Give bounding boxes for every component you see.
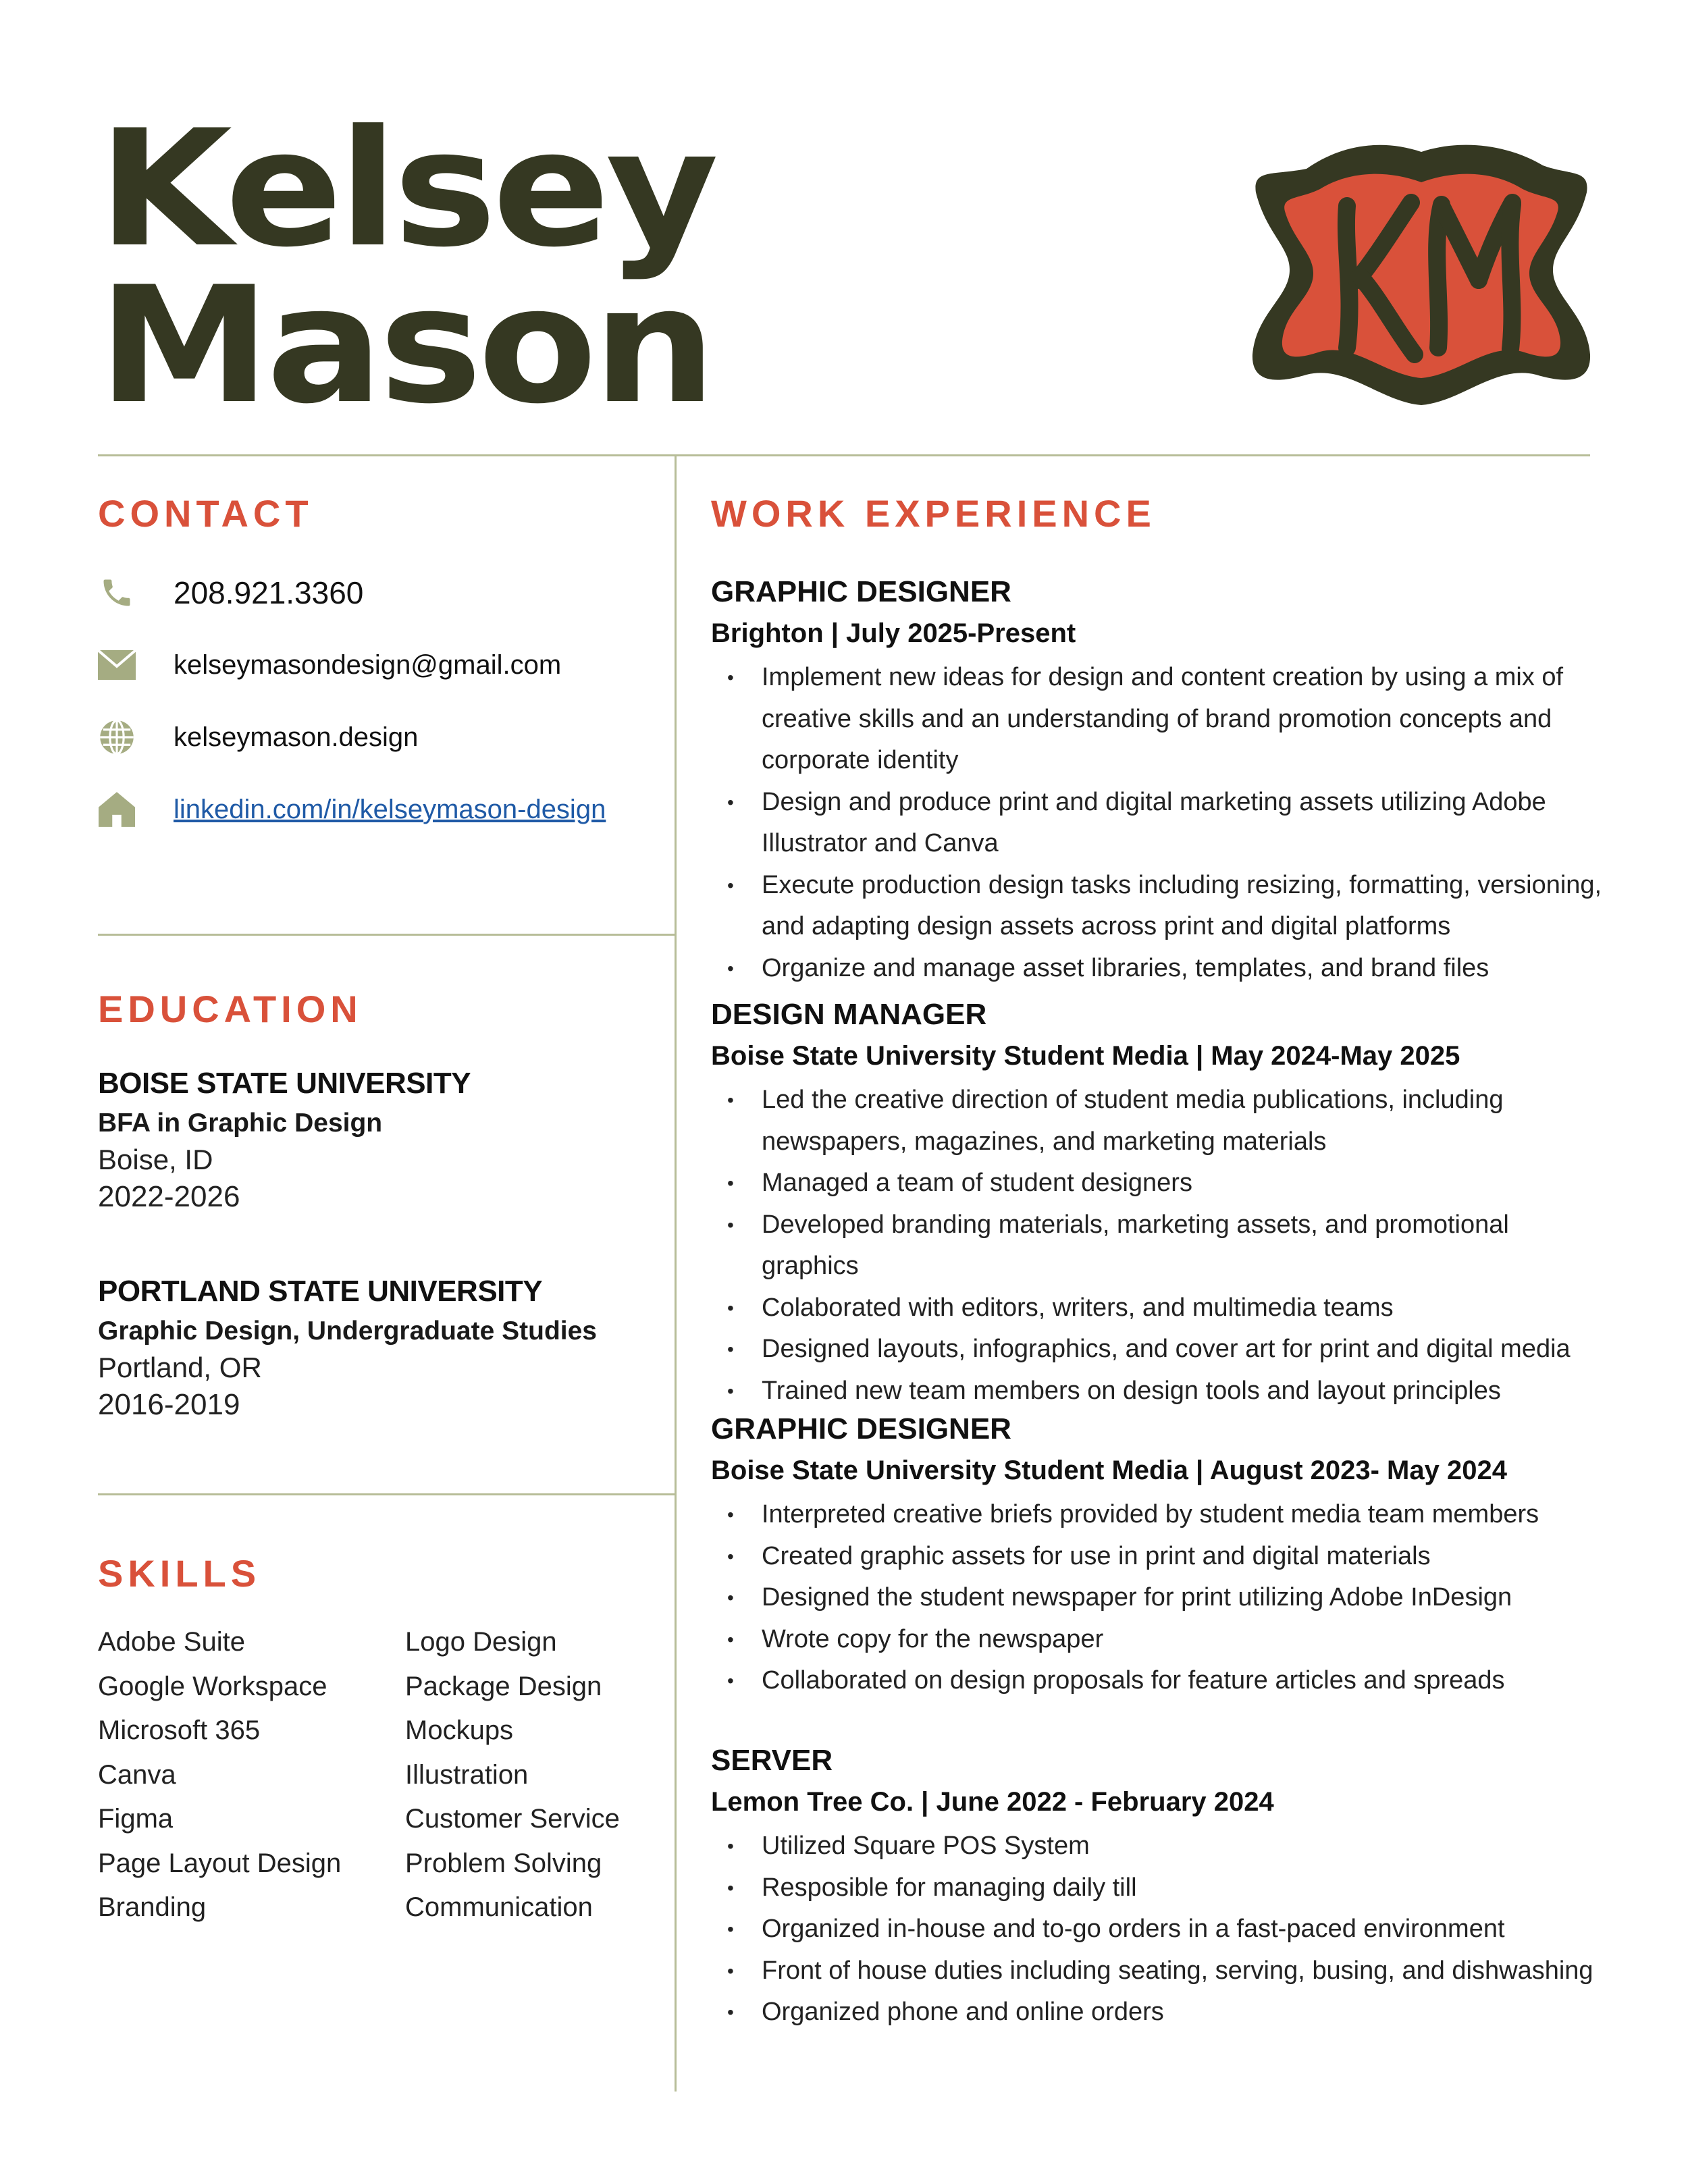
email-address[interactable]: kelseymasondesign@gmail.com [174,649,562,680]
skill-item: Adobe Suite [98,1627,245,1657]
skill-item: Problem Solving [405,1848,602,1878]
skill-item: Google Workspace [98,1671,327,1701]
job-bullet: • Utilized Square POS System [711,1826,1609,1867]
job-bullet: • Colaborated with editors, writers, and multimedia teams [711,1287,1609,1329]
education-divider [98,1493,676,1495]
job-bullet: • Organized phone and online orders [711,1992,1609,2033]
job-title: GRAPHIC DESIGNER [711,575,1011,608]
job-bullet: • Execute production design tasks including resizing, formatting, versioning, and adapting design assets across print and digital platforms [711,865,1609,948]
skill-item: Illustration [405,1759,529,1790]
work-experience-heading: WORK EXPERIENCE [711,492,1156,535]
phone-number[interactable]: 208.921.3360 [174,575,364,610]
job-bullets [711,1494,1609,1702]
job-bullet: • Collaborated on design proposals for feature articles and spreads [711,1660,1609,1702]
contact-email [98,645,561,685]
school-years: 2022-2026 [98,1180,240,1213]
phone-icon [98,574,136,612]
school-years: 2016-2019 [98,1388,240,1421]
skill-item: Page Layout Design [98,1848,342,1878]
school-name: PORTLAND STATE UNIVERSITY [98,1275,543,1308]
education-entry-boise [98,1067,471,1214]
skills-column-1 [98,1620,341,1930]
job-entry-brighton [711,572,1609,989]
last-name: Mason [98,252,712,440]
website-url[interactable]: kelseymason.design [174,722,419,752]
globe-icon [98,718,136,756]
skill-item: Figma [98,1804,174,1834]
contact-linkedin [98,789,606,830]
first-name: Kelsey [98,96,715,283]
job-bullets [711,1826,1609,2033]
job-bullet: • Designed layouts, infographics, and cover art for print and digital media [711,1329,1609,1370]
job-bullet: • Design and produce print and digital marketing assets utilizing Adobe Illustrator and Canva [711,782,1609,865]
column-divider [675,456,677,2092]
skill-item: Package Design [405,1671,602,1701]
header-divider [98,454,1590,456]
job-entry-server [711,1740,1609,2033]
skill-item: Branding [98,1892,207,1922]
skills-heading: SKILLS [98,1552,261,1595]
job-meta: Boise State University Student Media | May 2024-May 2025 [711,1041,1460,1071]
job-bullet: • Resposible for managing daily till [711,1867,1609,1909]
contact-divider [98,934,676,936]
km-monogram-logo [1246,132,1597,415]
skill-item: Customer Service [405,1804,620,1834]
job-bullet: • Front of house duties including seating, serving, busing, and dishwashing [711,1950,1609,1992]
degree: BFA in Graphic Design [98,1109,383,1138]
job-title: GRAPHIC DESIGNER [711,1412,1011,1445]
job-bullet: • Managed a team of student designers [711,1163,1609,1204]
job-bullet: • Wrote copy for the newspaper [711,1619,1609,1661]
skill-item: Mockups [405,1715,514,1745]
job-bullet: • Interpreted creative briefs provided by student media team members [711,1494,1609,1536]
job-bullet: • Designed the student newspaper for print utilizing Adobe InDesign [711,1577,1609,1619]
job-entry-design-manager [711,994,1609,1412]
name-heading [98,96,715,440]
job-bullets [711,657,1609,989]
school-name: BOISE STATE UNIVERSITY [98,1067,471,1100]
degree: Graphic Design, Undergraduate Studies [98,1316,597,1346]
skill-item: Microsoft 365 [98,1715,261,1745]
job-bullet: • Led the creative direction of student media publications, including newspapers, magazines, and marketing materials [711,1080,1609,1163]
job-meta: Brighton | July 2025-Present [711,618,1076,648]
job-bullet: • Organize and manage asset libraries, templates, and brand files [711,948,1609,990]
skill-item: Communication [405,1892,593,1922]
skill-item: Logo Design [405,1627,557,1657]
education-heading: EDUCATION [98,988,363,1030]
job-bullet: • Developed branding materials, marketing assets, and promotional graphics [711,1204,1609,1287]
linkedin-link[interactable]: linkedin.com/in/kelseymason-design [174,794,606,824]
contact-website [98,717,418,757]
school-location: Portland, OR [98,1352,262,1383]
skill-item: Canva [98,1759,176,1790]
mail-icon [98,646,136,684]
job-bullet: • Created graphic assets for use in print and digital materials [711,1536,1609,1578]
job-bullet: • Implement new ideas for design and content creation by using a mix of creative skills and an understanding of brand promotion concepts and corporate identity [711,657,1609,782]
job-meta: Boise State University Student Media | August 2023- May 2024 [711,1456,1507,1485]
education-entry-portland [98,1275,597,1422]
job-bullet: • Organized in-house and to-go orders in a fast-paced environment [711,1909,1609,1950]
job-bullets [711,1080,1609,1412]
job-title: SERVER [711,1744,833,1777]
skills-column-2 [405,1620,620,1930]
job-entry-graphic-designer-bsu [711,1409,1609,1702]
home-icon [98,791,136,828]
contact-phone [98,572,363,613]
contact-heading: CONTACT [98,492,313,535]
school-location: Boise, ID [98,1144,213,1175]
job-title: DESIGN MANAGER [711,998,987,1031]
job-meta: Lemon Tree Co. | June 2022 - February 2024 [711,1787,1274,1817]
job-bullet: • Trained new team members on design tools and layout principles [711,1370,1609,1412]
